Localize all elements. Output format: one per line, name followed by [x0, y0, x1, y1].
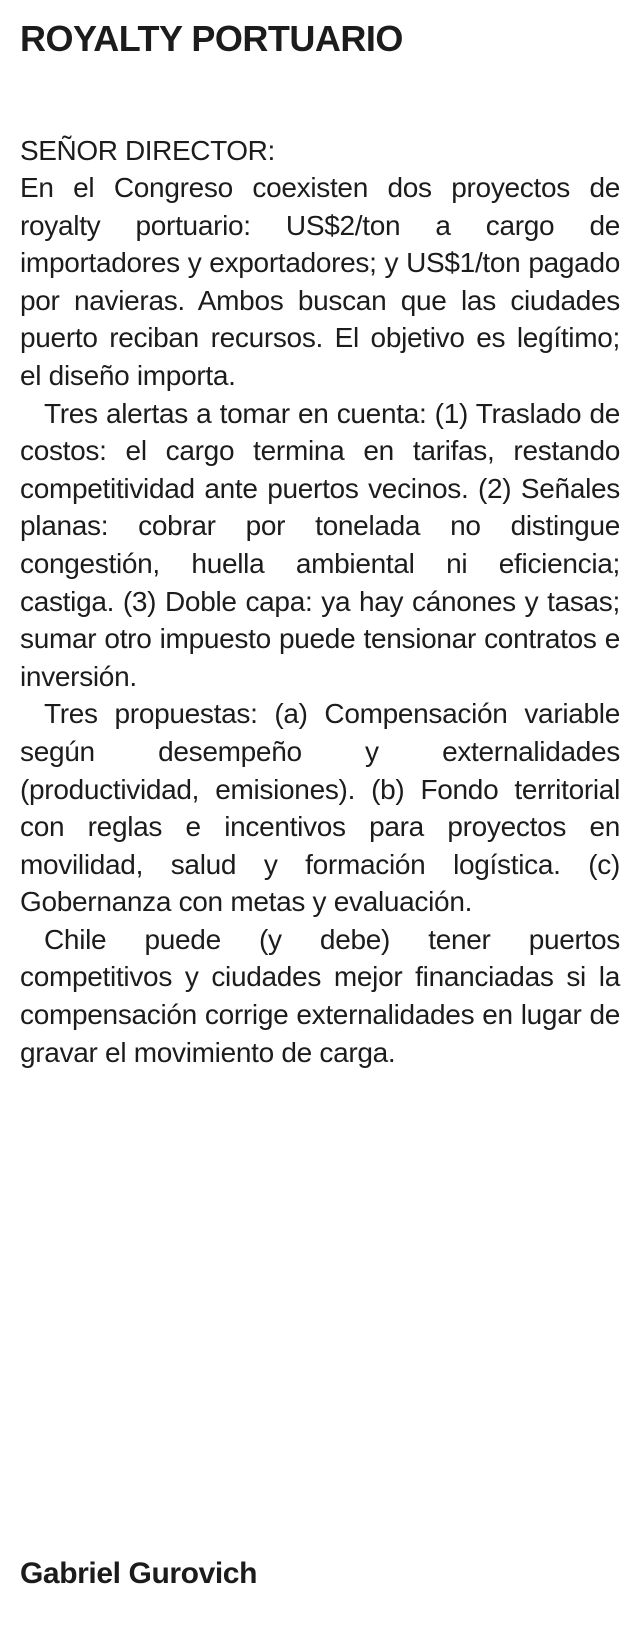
letter-body — [20, 169, 620, 1071]
paragraph-proposals: Tres propuestas: (a) Compensación variable según desempeño y externalidades (productividad, emisiones). (b) Fondo territorial con reglas e incentivos para proyectos en movilidad, salud y formación logística. (c) Gobernanza con metas y evaluación. — [20, 698, 620, 918]
paragraph-alerts: Tres alertas a tomar en cuenta: (1) Traslado de costos: el cargo termina en tarifas, restando competitividad ante puertos vecinos. (2) Señales planas: cobrar por tonelada no distingue congestión, huella ambiental ni eficiencia; castiga. (3) Doble capa: ya hay cánones y tasas; sumar otro impuesto puede tensionar contratos e inversión. — [20, 397, 620, 692]
salutation: SEÑOR DIRECTOR: — [20, 135, 275, 166]
author-signature: Gabriel Gurovich — [20, 1557, 257, 1590]
paragraph-conclusion: Chile puede (y debe) tener puertos competitivos y ciudades mejor financiadas si la compensación corrige externalidades en lugar de gravar el movimiento de carga. — [20, 923, 620, 1068]
paragraph-intro: En el Congreso coexisten dos proyectos de royalty portuario: US$2/ton a cargo de importadores y exportadores; y US$1/ton pagado por navieras. Ambos buscan que las ciudades puerto reciban recursos. El objetivo es legítimo; el diseño importa. — [20, 172, 620, 391]
letter-headline: ROYALTY PORTUARIO — [20, 18, 403, 59]
